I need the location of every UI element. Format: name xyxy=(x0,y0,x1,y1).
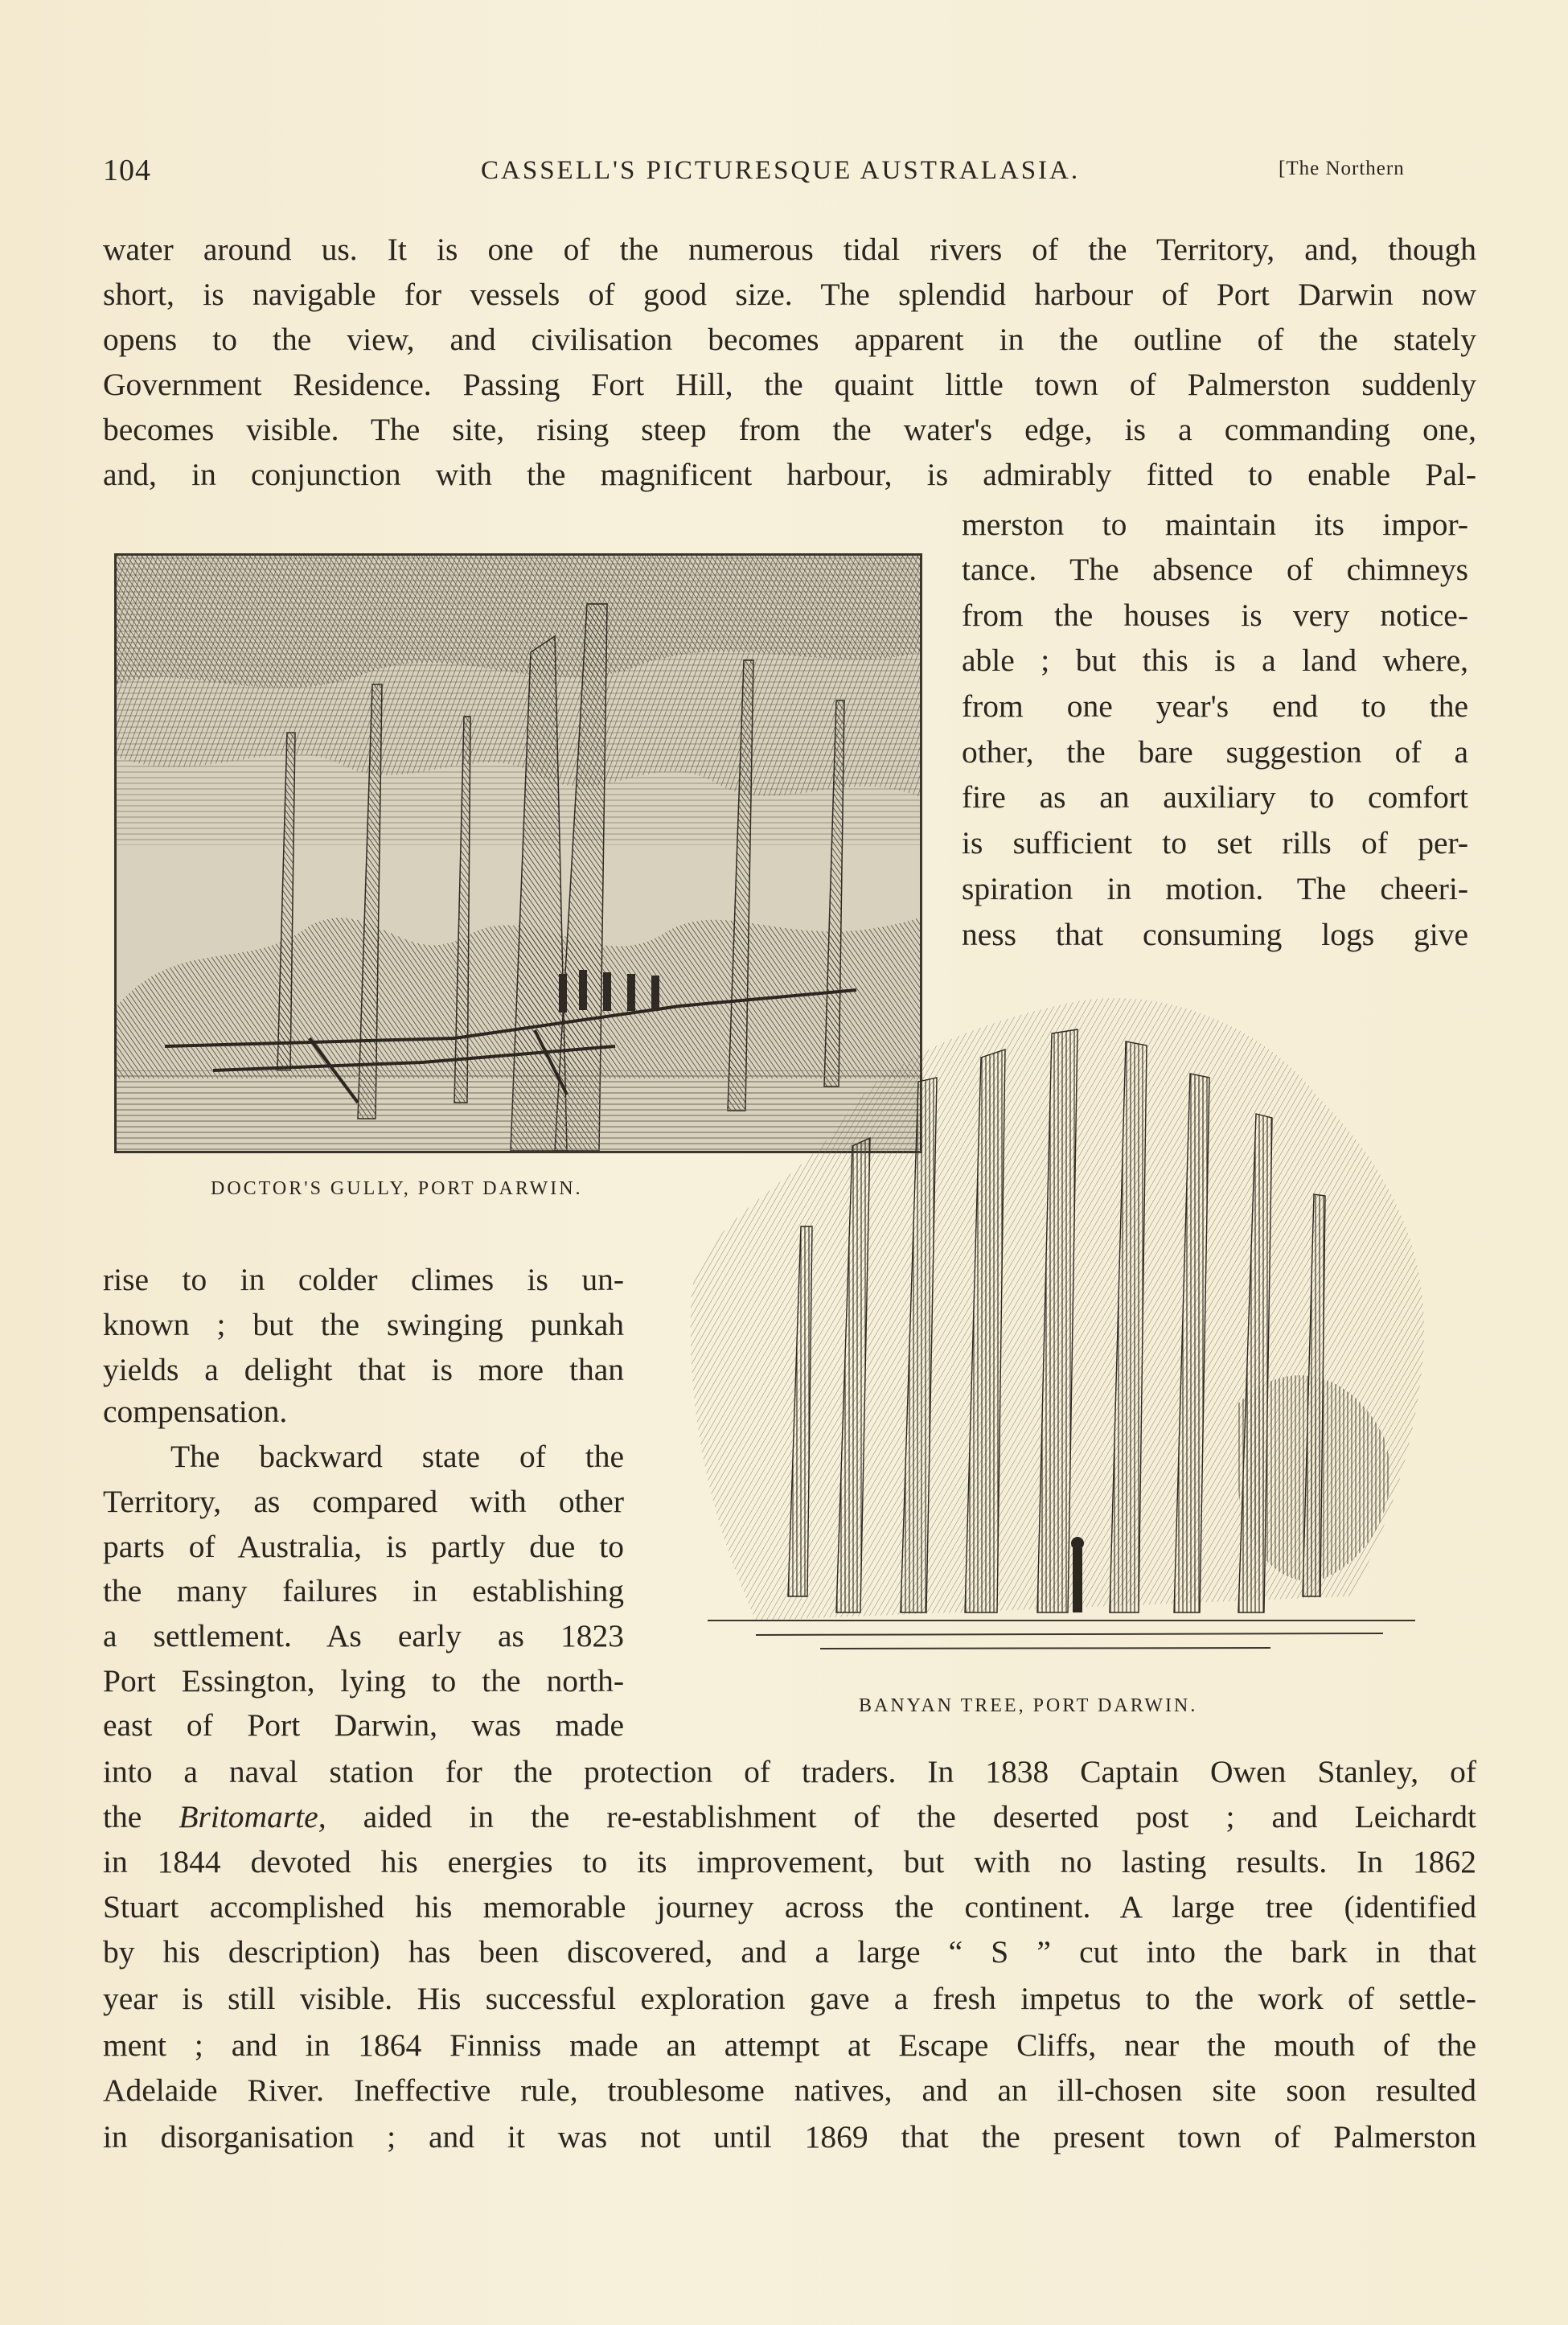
text-line: year is still visible. His successful exploration gave a fresh impetus to the work of settle- xyxy=(103,1981,1476,2016)
text-line: ment ; and in 1864 Finniss made an attempt at Escape Cliffs, near the mouth of the xyxy=(103,2027,1476,2063)
text-line: other, the bare suggestion of a xyxy=(962,734,1468,770)
section-label: [The Northern xyxy=(1279,158,1405,179)
text-line: ness that consuming logs give xyxy=(962,917,1468,952)
page-number: 104 xyxy=(103,154,151,187)
text-line: fire as an auxiliary to comfort xyxy=(962,779,1468,815)
text-line: and, in conjunction with the magnificent harbour, is admirably fitted to enable Pal- xyxy=(103,457,1476,492)
text-line: parts of Australia, is partly due to xyxy=(103,1529,624,1564)
text-line: known ; but the swinging punkah xyxy=(103,1307,624,1342)
text-line: rise to in colder climes is un- xyxy=(103,1262,624,1297)
text-line: into a naval station for the protection of traders. In 1838 Captain Owen Stanley, of xyxy=(103,1754,1476,1789)
text-line: east of Port Darwin, was made xyxy=(103,1707,624,1743)
text-line: short, is navigable for vessels of good size. The splendid harbour of Port Darwin now xyxy=(103,277,1476,312)
text-line: opens to the view, and civilisation becomes apparent in the outline of the stately xyxy=(103,322,1476,357)
text-line: able ; but this is a land where, xyxy=(962,643,1468,678)
banyan-tree-engraving xyxy=(659,985,1455,1677)
text-line: is sufficient to set rills of per- xyxy=(962,825,1468,861)
running-header xyxy=(0,153,1568,193)
line-part: aided in the re-establishment of the deserted post ; and Leichardt xyxy=(326,1799,1476,1834)
figure-caption: DOCTOR'S GULLY, PORT DARWIN. xyxy=(211,1178,583,1199)
text-line: Port Essington, lying to the north- xyxy=(103,1663,624,1699)
text-line: Government Residence. Passing Fort Hill, the quaint little town of Palmerston suddenly xyxy=(103,367,1476,402)
text-line: from one year's end to the xyxy=(962,688,1468,724)
text-line: merston to maintain its impor- xyxy=(962,507,1468,542)
book-title: CASSELL'S PICTURESQUE AUSTRALASIA. xyxy=(481,156,1081,185)
text-line: in 1844 devoted his energies to its improvement, but with no lasting results. In 1862 xyxy=(103,1844,1476,1879)
figure-caption: BANYAN TREE, PORT DARWIN. xyxy=(859,1695,1198,1716)
text-line: the many failures in establishing xyxy=(103,1573,624,1608)
text-line: from the houses is very notice- xyxy=(962,598,1468,633)
ship-name: Britomarte, xyxy=(179,1799,326,1834)
text-line: by his description) has been discovered, and a large “ S ” cut into the bark in that xyxy=(103,1934,1476,1970)
line-part: the xyxy=(103,1799,179,1834)
text-line: yields a delight that is more than xyxy=(103,1352,624,1387)
text-line: Adelaide River. Ineffective rule, troublesome natives, and an ill-chosen site soon resulted xyxy=(103,2072,1476,2108)
text-line: becomes visible. The site, rising steep from the water's edge, is a commanding one, xyxy=(103,412,1476,447)
text-line-with-italic xyxy=(103,1797,1476,1837)
text-line: spiration in motion. The cheeri- xyxy=(962,871,1468,906)
text-line: a settlement. As early as 1823 xyxy=(103,1618,624,1653)
text-line: compensation. xyxy=(103,1394,288,1429)
text-line: Territory, as compared with other xyxy=(103,1484,624,1519)
text-line: in disorganisation ; and it was not until 1869 that the present town of Palmerston xyxy=(103,2119,1476,2155)
text-line: Stuart accomplished his memorable journey across the continent. A large tree (identified xyxy=(103,1889,1476,1924)
text-line: water around us. It is one of the numerous tidal rivers of the Territory, and, though xyxy=(103,232,1476,267)
text-line: tance. The absence of chimneys xyxy=(962,552,1468,587)
paragraph-start: The backward state of the xyxy=(170,1439,624,1474)
